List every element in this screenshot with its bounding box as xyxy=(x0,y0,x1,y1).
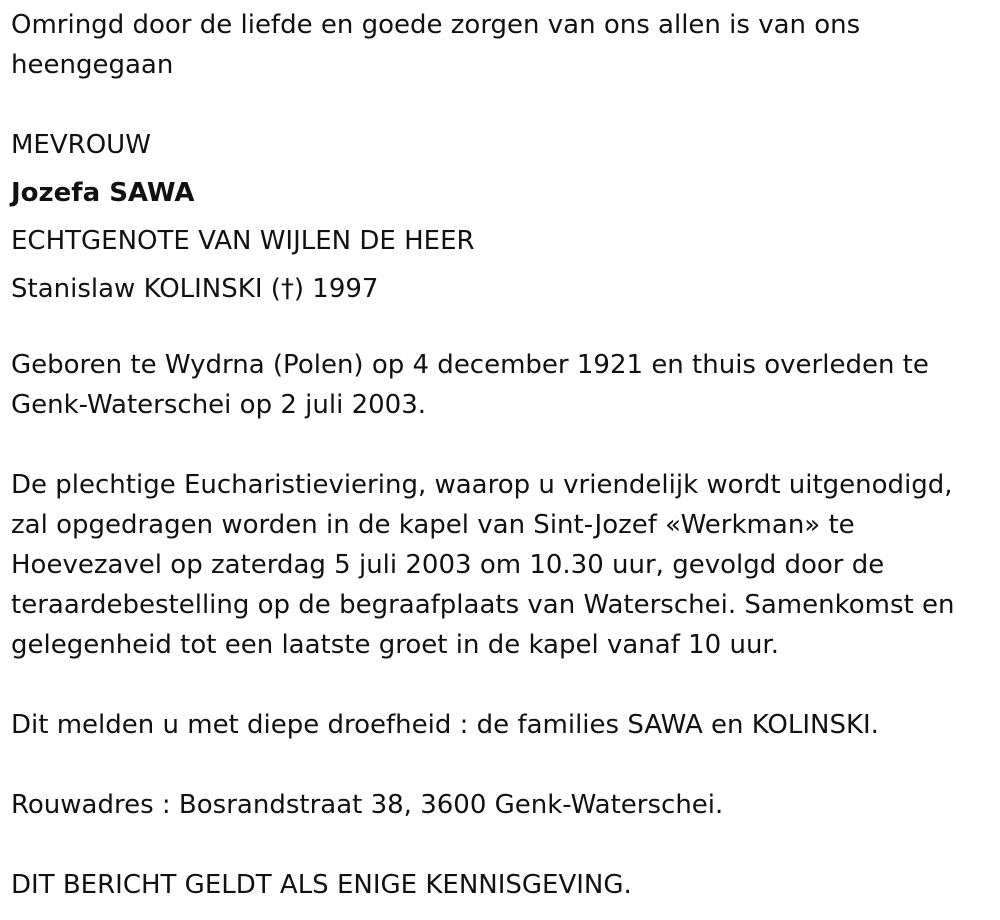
ceremony-line: gelegenheid tot een laatste groet in de kapel vanaf 10 uur. xyxy=(11,630,780,660)
intro-line: Omringd door de liefde en goede zorgen van ons allen is van ons xyxy=(11,10,861,40)
ceremony-line: Hoevezavel op zaterdag 5 juli 2003 om 10.30 uur, gevolgd door de xyxy=(11,550,885,580)
ceremony-paragraph xyxy=(11,465,991,665)
address-paragraph xyxy=(11,785,991,825)
deceased-block xyxy=(11,121,991,313)
address-text: Rouwadres : Bosrandstraat 38, 3600 Genk-Waterschei. xyxy=(11,790,724,820)
birth-death-line: Genk-Waterschei op 2 juli 2003. xyxy=(11,390,426,420)
notice-paragraph xyxy=(11,865,991,905)
birth-death-line: Geboren te Wydrna (Polen) op 4 december 1921 en thuis overleden te xyxy=(11,350,929,380)
ceremony-line: De plechtige Eucharistieviering, waarop u vriendelijk wordt uitgenodigd, xyxy=(11,470,953,500)
birth-death-paragraph xyxy=(11,345,991,425)
announcers-text: Dit melden u met diepe droefheid : de families SAWA en KOLINSKI. xyxy=(11,710,879,740)
notice-text: DIT BERICHT GELDT ALS ENIGE KENNISGEVING. xyxy=(11,870,632,900)
announcers-paragraph xyxy=(11,705,991,745)
ceremony-line: teraardebestelling op de begraafplaats van Waterschei. Samenkomst en xyxy=(11,590,955,620)
spouse-name: Stanislaw KOLINSKI (†) 1997 xyxy=(11,274,379,304)
obituary-document xyxy=(11,5,991,905)
deceased-title: MEVROUW xyxy=(11,130,151,160)
ceremony-line: zal opgedragen worden in de kapel van Sint-Jozef «Werkman» te xyxy=(11,510,855,540)
deceased-relation: ECHTGENOTE VAN WIJLEN DE HEER xyxy=(11,226,475,256)
intro-line: heengegaan xyxy=(11,50,174,80)
deceased-name: Jozefa SAWA xyxy=(11,178,195,208)
intro-paragraph xyxy=(11,5,991,85)
